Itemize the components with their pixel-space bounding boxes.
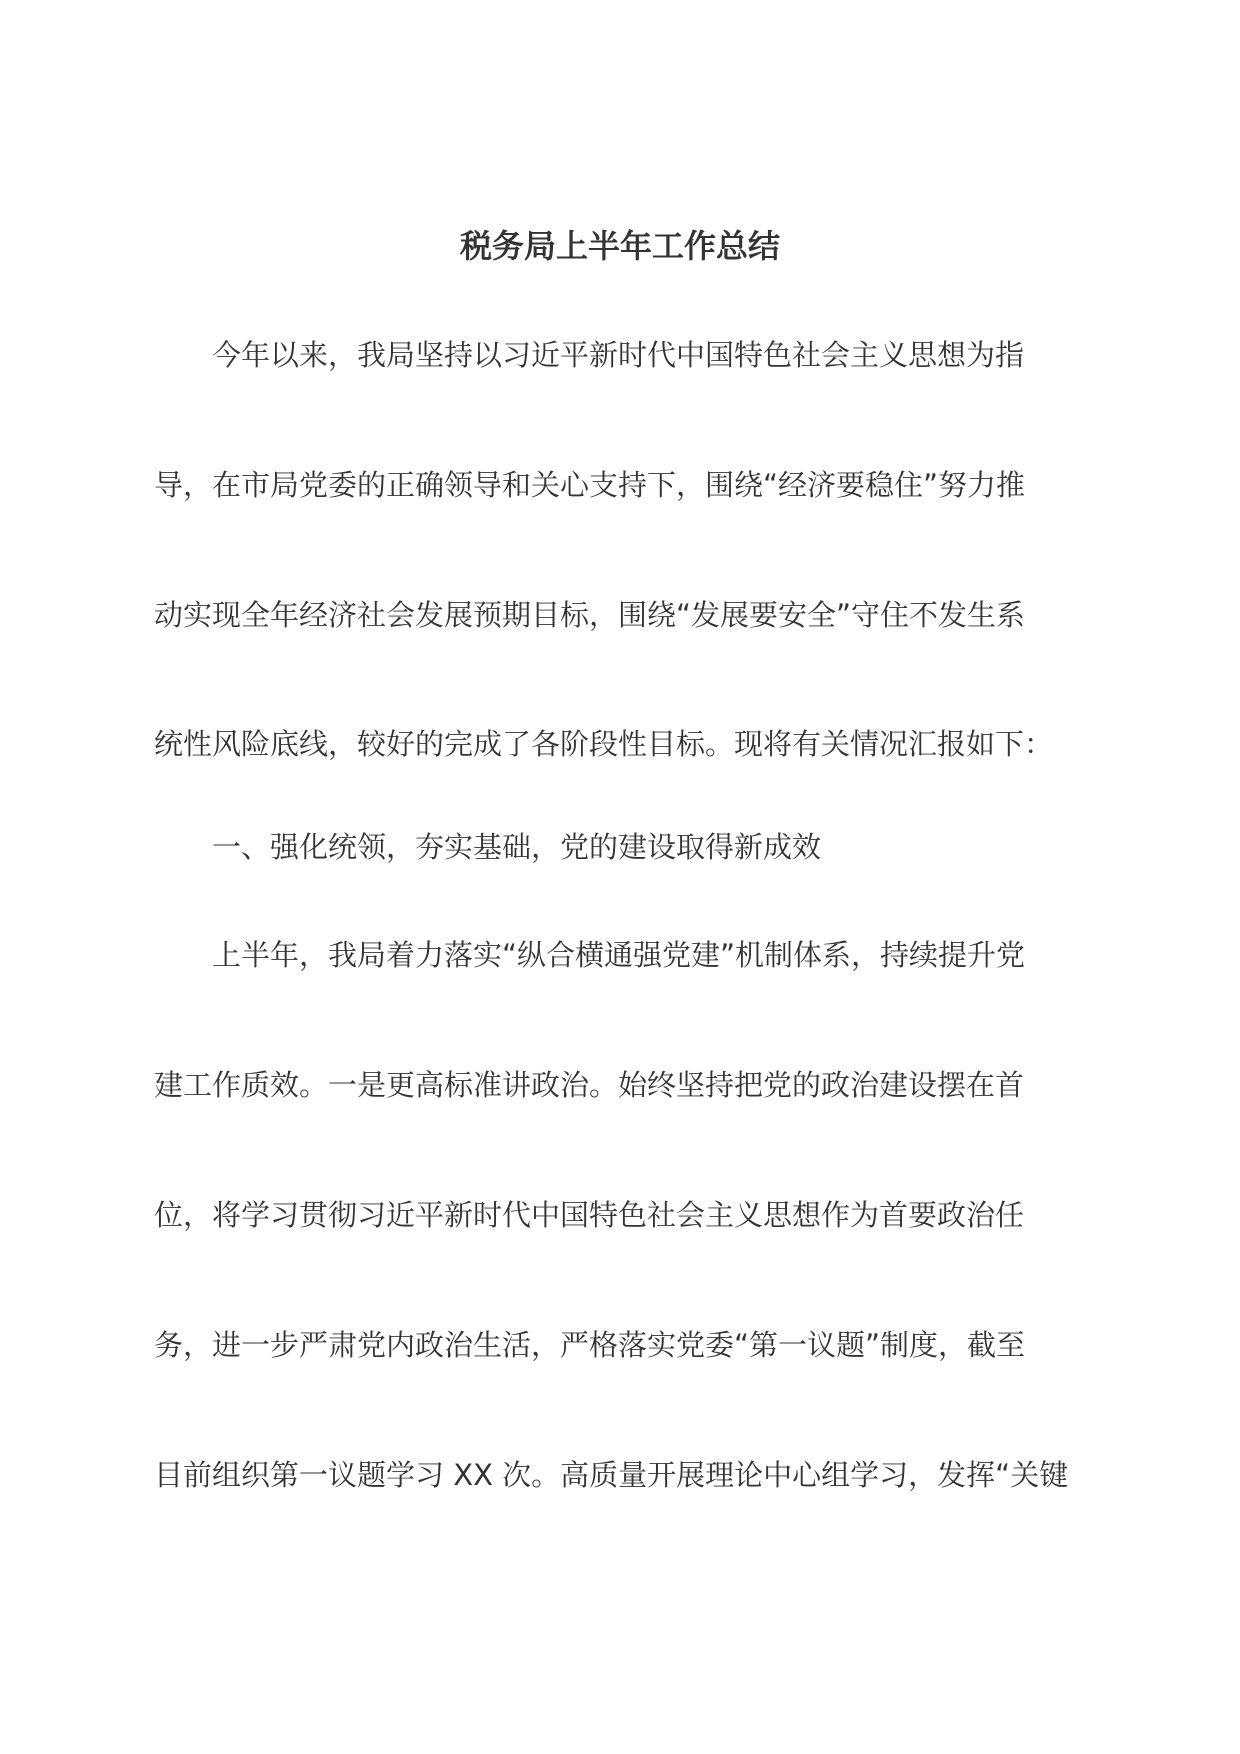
paragraph-1-line-2: 导，在市局党委的正确领导和关心支持下，围绕“经济要稳住”努力推 [154, 468, 1026, 502]
paragraph-2-line-4: 务，进一步严肃党内政治生活，严格落实党委“第一议题”制度，截至 [154, 1328, 1026, 1362]
paragraph-2-line-5: 目前组织第一议题学习 XX 次。高质量开展理论中心组学习，发挥“关键 [154, 1458, 1069, 1492]
paragraph-2-line-3: 位，将学习贯彻习近平新时代中国特色社会主义思想作为首要政治任 [154, 1198, 1025, 1232]
paragraph-2-line-2: 建工作质效。一是更高标准讲政治。始终坚持把党的政治建设摆在首 [154, 1068, 1025, 1102]
paragraph-1-line-1: 今年以来，我局坚持以习近平新时代中国特色社会主义思想为指 [212, 338, 1025, 372]
document-title: 税务局上半年工作总结 [459, 227, 780, 265]
section-heading-1: 一、强化统领，夯实基础，党的建设取得新成效 [212, 830, 822, 864]
paragraph-1-line-4: 统性风险底线，较好的完成了各阶段性目标。现将有关情况汇报如下： [154, 727, 1054, 761]
paragraph-2-line-1: 上半年，我局着力落实“纵合横通强党建”机制体系，持续提升党 [212, 938, 1026, 972]
paragraph-1-line-3: 动实现全年经济社会发展预期目标，围绕“发展要安全”守住不发生系 [154, 598, 1026, 632]
